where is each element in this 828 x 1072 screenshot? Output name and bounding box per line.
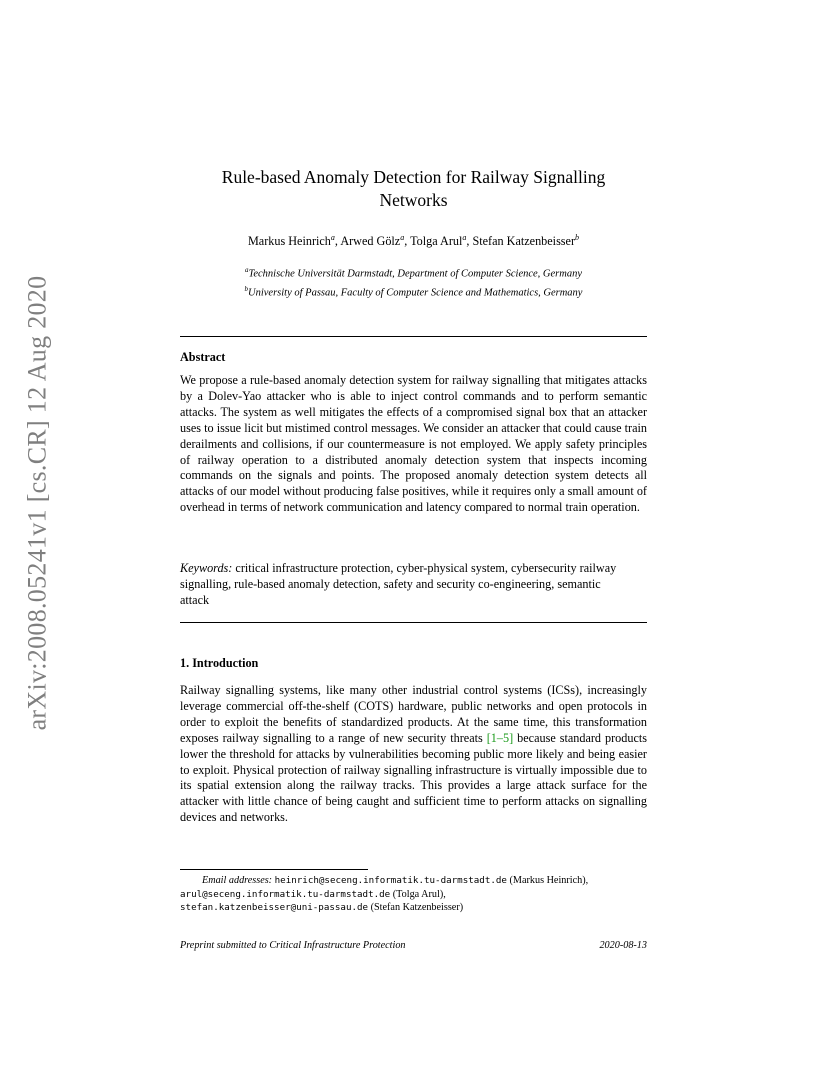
author-name: Stefan Katzenbeisser (472, 234, 576, 249)
affiliation-text: Technische Universität Darmstadt, Department of Computer Science, Germany (248, 268, 583, 280)
author-name: Arwed Gölz (340, 234, 401, 249)
affiliation-mark: b (244, 284, 248, 293)
author-mark: a (330, 233, 335, 242)
footnote-email-addresses (180, 874, 647, 915)
abstract-top-rule (180, 336, 647, 337)
email-owner: (Markus Heinrich), (509, 875, 589, 886)
preprint-footer (180, 940, 647, 951)
footnote-label: Email addresses: (202, 875, 273, 886)
keywords-text: critical infrastructure protection, cyber-physical system, cybersecurity railway signalling, rule-based anomaly detection, safety and security co-engineering, semantic attack (180, 561, 617, 607)
affiliation-text: University of Passau, Faculty of Computer Science and Mathematics, Germany (248, 287, 583, 298)
author-mark: b (575, 233, 580, 242)
title-line-2: Networks (379, 190, 448, 210)
author-mark: a (462, 233, 467, 242)
introduction-paragraph (180, 683, 647, 826)
keywords-label: Keywords: (180, 561, 233, 575)
arxiv-id: arXiv:2008.05241v1 [cs.CR] 12 Aug 2020 (22, 275, 52, 731)
preprint-journal: Preprint submitted to Critical Infrastructure Protection (180, 940, 406, 951)
email-address: arul@seceng.informatik.tu-darmstadt.de (180, 888, 391, 900)
author-name: Markus Heinrich (247, 234, 331, 249)
affiliation (180, 263, 647, 282)
title-line-1: Rule-based Anomaly Detection for Railway Signalling (221, 167, 606, 187)
author-mark: a (400, 233, 405, 242)
affiliations (180, 263, 647, 300)
email-address: heinrich@seceng.informatik.tu-darmstadt.de (274, 875, 507, 886)
citation-link[interactable]: [1–5] (486, 730, 514, 745)
email-owner: (Stefan Katzenbeisser) (370, 902, 464, 913)
arxiv-stamp (16, 275, 58, 731)
footnote-rule (180, 869, 368, 870)
affiliation (180, 282, 647, 301)
intro-text-part-2: because standard products lower the threshold for attacks by vulnerabilities becoming public more likely and being easier to exploit. Physical protection of railway signalling infrastructure is virtually impossible due to its spatial extension along the railway tracks. This provides a large attack surface for the attacker with little chance of being caught and sufficient time to perform attacks on signalling devices and networks. (180, 730, 648, 825)
author-list: Markus Heinrich$^a$, Arwed Gölz$^a$, Tolga Arul$^a$, Stefan Katzenbeisser$^b$ (247, 233, 580, 249)
email-owner: (Tolga Arul), (392, 888, 446, 900)
author-name: Tolga Arul (410, 234, 463, 249)
intro-text-part-1: Railway signalling systems, like many other industrial control systems (ICSs), increasingly leverage commercial off-the-shelf (COTS) hardware, public networks and open protocols in order to exploit the benefits of standardized products. At the same time, this transformation exposes railway signalling to a range of new security threats (180, 683, 647, 745)
abstract-bottom-rule (180, 622, 647, 623)
paper-title (180, 166, 647, 212)
abstract-text: We propose a rule-based anomaly detection system for railway signalling that mitigates attacks by a Dolev-Yao attacker who is able to inject control commands and to perform semantic attacks. The system as well mitigates the effects of a compromised signal box that an attacker uses to issue licit but mistimed control messages. We consider an attacker that could cause train derailments and collisions, if our countermeasure is not employed. We apply safety principles of railway operation to a distributed anomaly detection system that inspects incoming commands on the signals and points. The proposed anomaly detection system detects all attacks of our model without producing false positives, while it requires only a small amount of overhead in terms of network communication and latency compared to normal train operation. (180, 373, 647, 515)
section-heading-introduction: 1. Introduction (180, 656, 259, 670)
email-address: stefan.katzenbeisser@uni-passau.de (180, 902, 369, 913)
keywords (180, 561, 620, 609)
affiliation-mark: a (244, 266, 249, 274)
preprint-date: 2020-08-13 (599, 940, 647, 951)
abstract-heading: Abstract (180, 350, 226, 364)
